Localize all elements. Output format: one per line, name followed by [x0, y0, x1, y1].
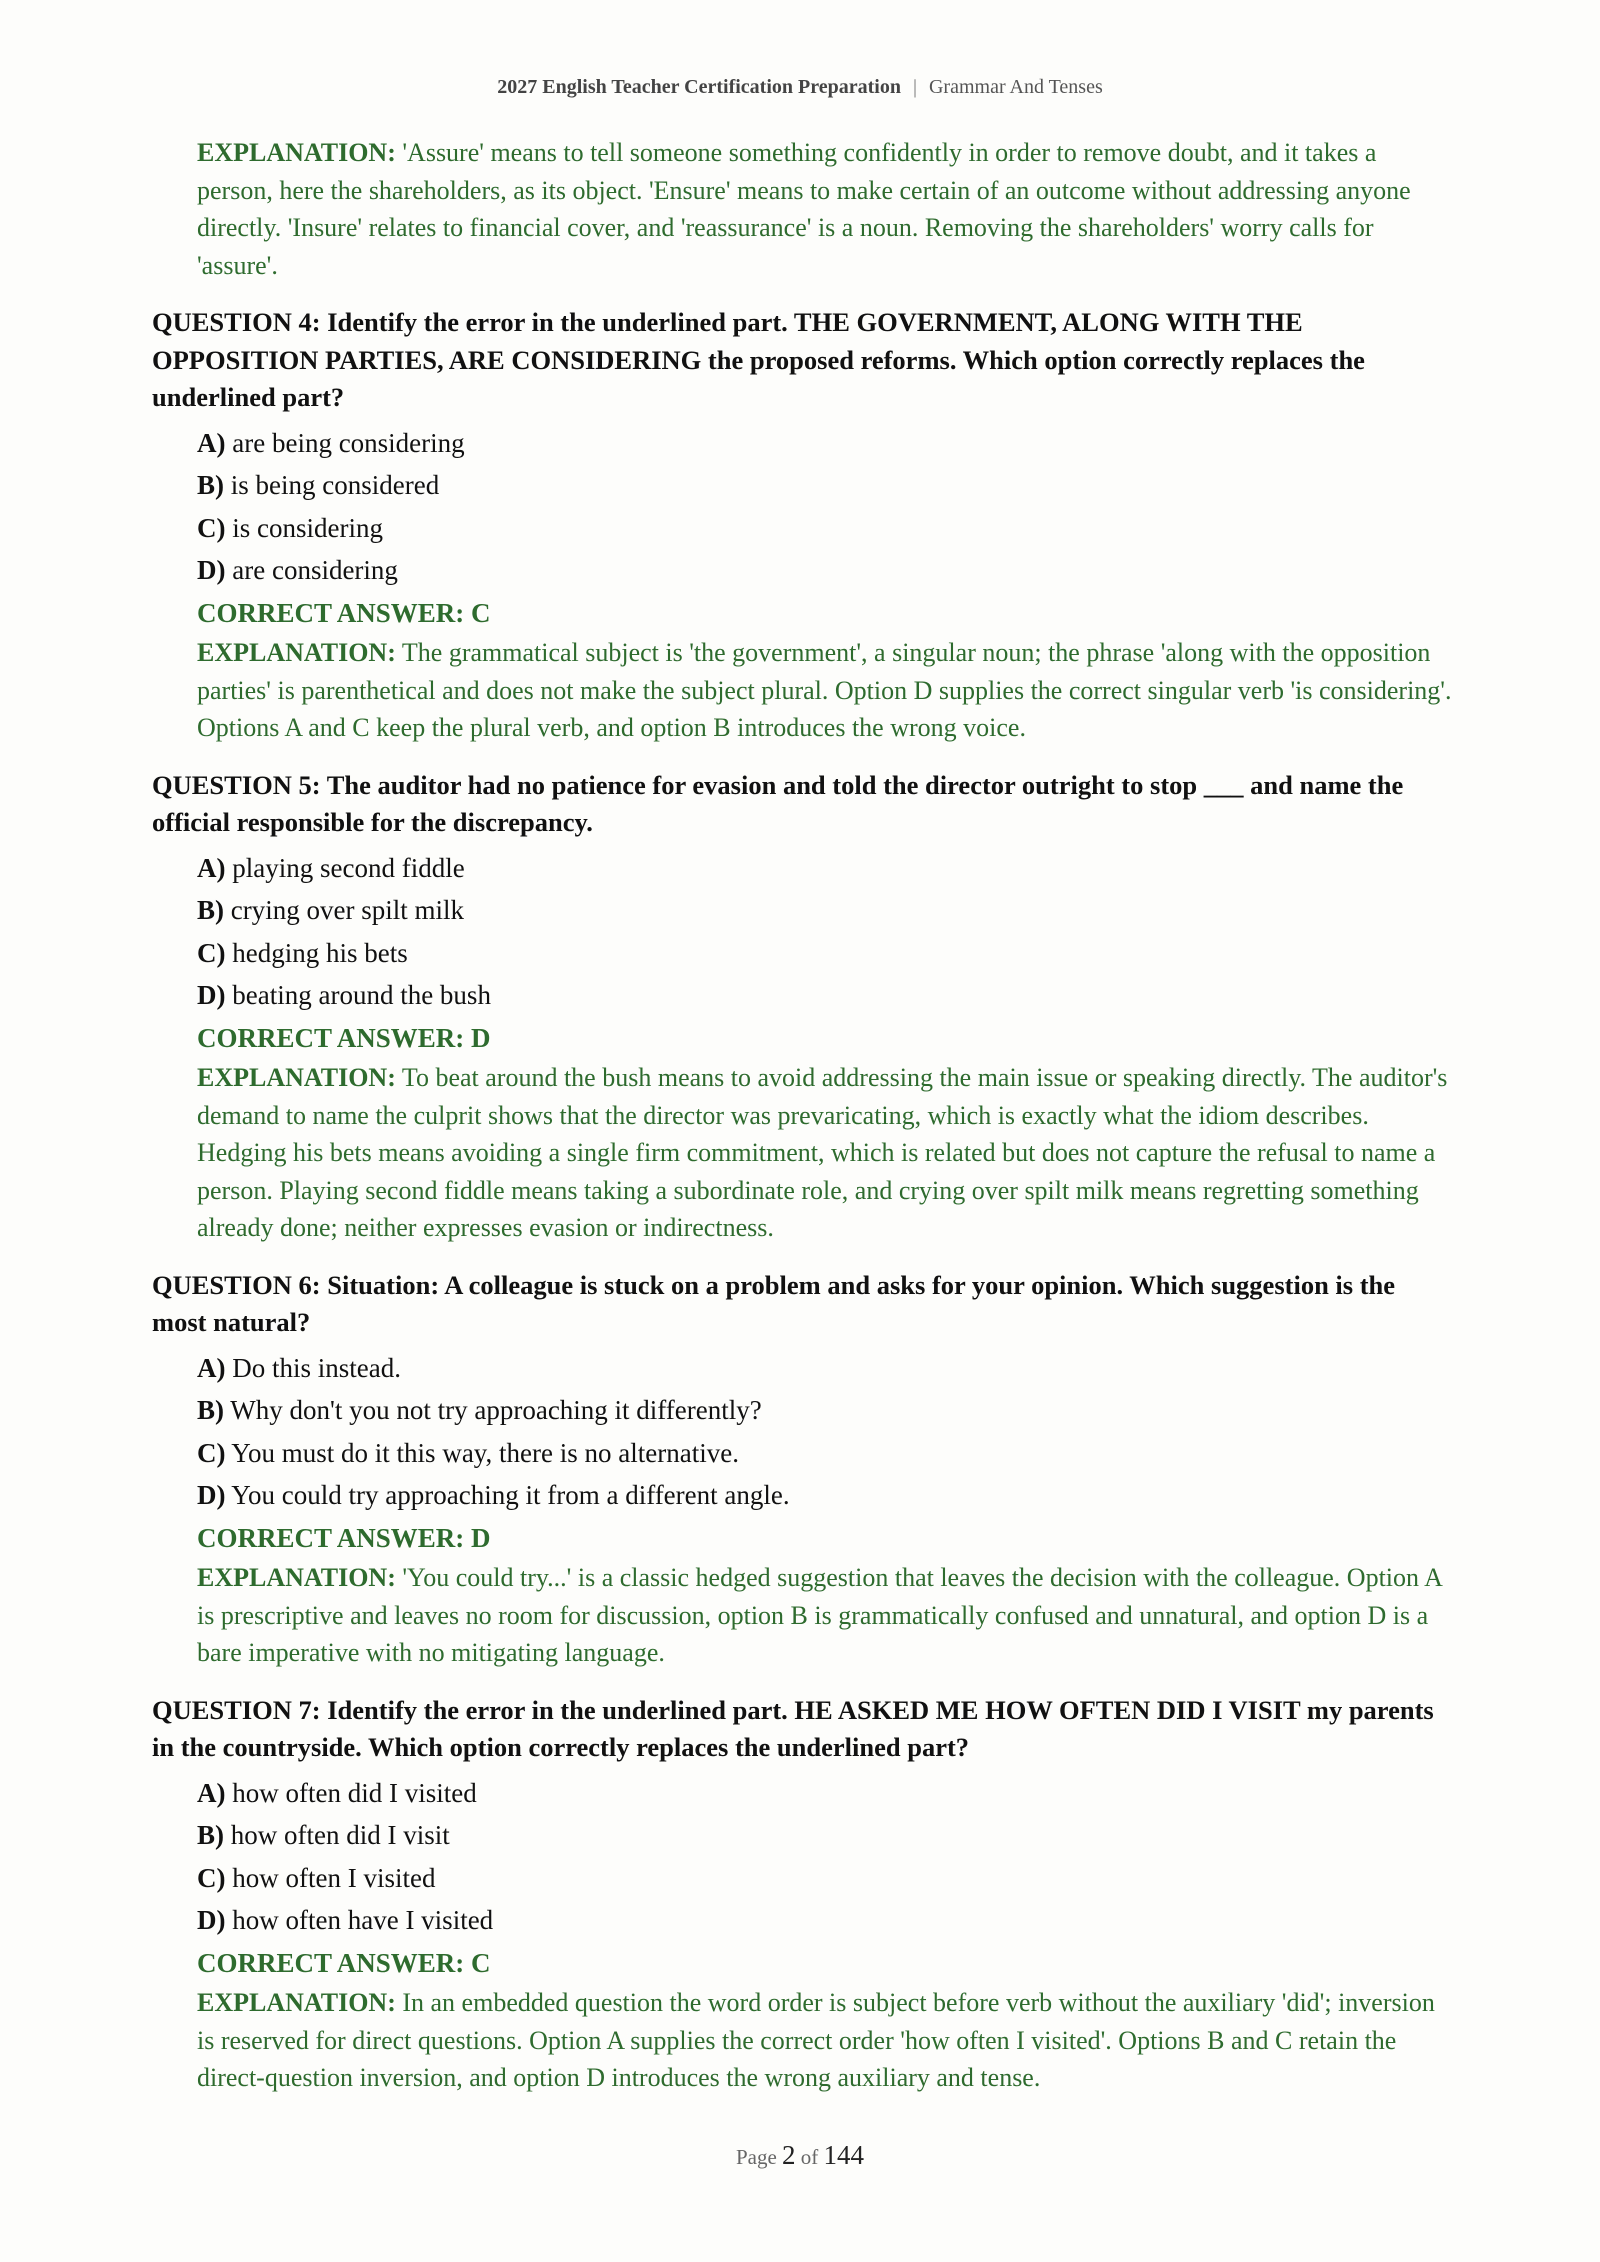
option-c — [197, 507, 1452, 550]
explanation-text: 'You could try...' is a classic hedged suggestion that leaves the decision with the colleague. Option A is prescriptive and leaves no room for discussion, option B is grammatically confused and unnatural, and option D is a bare imperative with no mitigating language. — [197, 1563, 1442, 1667]
option-text: are being considering — [232, 427, 465, 458]
question-7 — [152, 1692, 1452, 2097]
explanation-text: To beat around the bush means to avoid addressing the main issue or speaking directly. The auditor's demand to name the culprit shows that the director was prevaricating, which is exactly what the idiom describes. Hedging his bets means avoiding a single firm commitment, which is related but does not capture the refusal to name a person. Playing second fiddle means taking a subordinate role, and crying over spilt milk means regretting something already done; neither expresses evasion or indirectness. — [197, 1063, 1448, 1242]
explanation — [197, 1059, 1452, 1247]
option-text: how often did I visit — [230, 1820, 450, 1850]
option-letter: B) — [197, 470, 224, 500]
option-letter: D) — [197, 1480, 226, 1510]
option-b — [197, 889, 1452, 932]
explanation — [197, 1559, 1452, 1672]
option-text: are considering — [232, 555, 398, 585]
document-title: 2027 English Teacher Certification Preparation — [497, 76, 901, 98]
question-text: QUESTION 7: Identify the error in the underlined part. HE ASKED ME HOW OFTEN DID I VISIT my parents in the countryside. Which option correctly replaces the underlined part? — [152, 1694, 1434, 1762]
option-text: beating around the bush — [232, 980, 491, 1010]
correct-answer: CORRECT ANSWER: C — [197, 1947, 491, 1978]
option-text: how often did I visited — [232, 1777, 477, 1808]
explanation-label: EXPLANATION: — [197, 1063, 396, 1092]
option-letter: C) — [197, 1862, 226, 1893]
question-text: QUESTION 5: The auditor had no patience for evasion and told the director outright to stop ___ and name the official responsible for the discrepancy. — [152, 769, 1404, 837]
option-d — [197, 549, 1452, 592]
page-total: 144 — [823, 2140, 865, 2170]
option-letter: C) — [197, 1437, 226, 1468]
explanation-text: The grammatical subject is 'the government', a singular noun; the phrase 'along with the opposition parties' is parenthetical and does not make the subject plural. Option D supplies the correct singular verb 'is considering'. Options A and C keep the plural verb, and option B introduces the wrong voice. — [197, 638, 1452, 742]
option-text: You could try approaching it from a different angle. — [231, 1480, 790, 1510]
option-d — [197, 974, 1452, 1017]
option-b — [197, 464, 1452, 507]
of-label: of — [800, 2145, 819, 2169]
question-text: QUESTION 4: Identify the error in the underlined part. THE GOVERNMENT, ALONG WITH THE OPPOSITION PARTIES, ARE CONSIDERING the proposed reforms. Which option correctly replaces the underlined part? — [152, 307, 1365, 412]
explanation-label: EXPLANATION: — [197, 1563, 396, 1592]
option-a — [197, 1772, 1452, 1815]
explanation-label: EXPLANATION: — [197, 138, 396, 167]
option-c — [197, 1857, 1452, 1900]
option-letter: D) — [197, 1905, 226, 1935]
option-letter: C) — [197, 512, 226, 543]
option-letter: D) — [197, 555, 226, 585]
option-text: is considering — [232, 512, 383, 543]
page-header — [0, 76, 1600, 99]
page-number: 2 — [782, 2140, 796, 2170]
option-text: crying over spilt milk — [230, 895, 464, 925]
question-6 — [152, 1267, 1452, 1672]
option-c — [197, 1432, 1452, 1475]
question-4 — [152, 304, 1452, 747]
option-list — [197, 422, 1452, 592]
option-letter: A) — [197, 852, 226, 883]
option-text: how often have I visited — [232, 1905, 494, 1935]
option-letter: B) — [197, 1820, 224, 1850]
option-a — [197, 1347, 1452, 1390]
option-text: is being considered — [230, 470, 440, 500]
option-text: Why don't you not try approaching it differently? — [230, 1395, 762, 1425]
option-b — [197, 1389, 1452, 1432]
correct-answer: CORRECT ANSWER: D — [197, 1522, 491, 1553]
explanation — [197, 634, 1452, 747]
section-title: Grammar And Tenses — [928, 76, 1103, 98]
correct-answer: CORRECT ANSWER: D — [197, 1022, 491, 1053]
explanation-label: EXPLANATION: — [197, 638, 396, 667]
option-c — [197, 932, 1452, 975]
option-list — [197, 1772, 1452, 1942]
correct-answer: CORRECT ANSWER: C — [197, 597, 491, 628]
option-letter: A) — [197, 1777, 226, 1808]
option-text: playing second fiddle — [232, 852, 465, 883]
option-list — [197, 1347, 1452, 1517]
header-separator: | — [912, 76, 917, 98]
option-letter: A) — [197, 427, 226, 458]
question-text: QUESTION 6: Situation: A colleague is stuck on a problem and asks for your opinion. Which suggestion is the most natural? — [152, 1269, 1396, 1337]
option-letter: B) — [197, 1395, 224, 1425]
option-text: how often I visited — [232, 1862, 436, 1893]
option-d — [197, 1474, 1452, 1517]
option-text: hedging his bets — [232, 937, 408, 968]
option-b — [197, 1814, 1452, 1857]
option-letter: D) — [197, 980, 226, 1010]
explanation-label: EXPLANATION: — [197, 1988, 396, 2017]
option-a — [197, 422, 1452, 465]
page-content — [152, 134, 1452, 2097]
question-5 — [152, 767, 1452, 1247]
option-text: Do this instead. — [232, 1352, 401, 1383]
continued-explanation — [197, 134, 1452, 284]
explanation — [197, 1984, 1452, 2097]
option-letter: B) — [197, 895, 224, 925]
option-d — [197, 1899, 1452, 1942]
option-list — [197, 847, 1452, 1017]
option-a — [197, 847, 1452, 890]
option-letter: A) — [197, 1352, 226, 1383]
page-label: Page — [735, 2145, 777, 2169]
page-footer — [0, 2140, 1600, 2171]
explanation-text: 'Assure' means to tell someone something confidently in order to remove doubt, and it takes a person, here the shareholders, as its object. 'Ensure' means to make certain of an outcome without addressing anyone directly. 'Insure' relates to financial cover, and 'reassurance' is a noun. Removing the shareholders' worry calls for 'assure'. — [197, 138, 1411, 280]
option-letter: C) — [197, 937, 226, 968]
option-text: You must do it this way, there is no alternative. — [231, 1437, 739, 1468]
explanation-text: In an embedded question the word order is subject before verb without the auxiliary 'did'; inversion is reserved for direct questions. Option A supplies the correct order 'how often I visited'. Options B and C retain the direct-question inversion, and option D introduces the wrong auxiliary and tense. — [197, 1988, 1435, 2092]
